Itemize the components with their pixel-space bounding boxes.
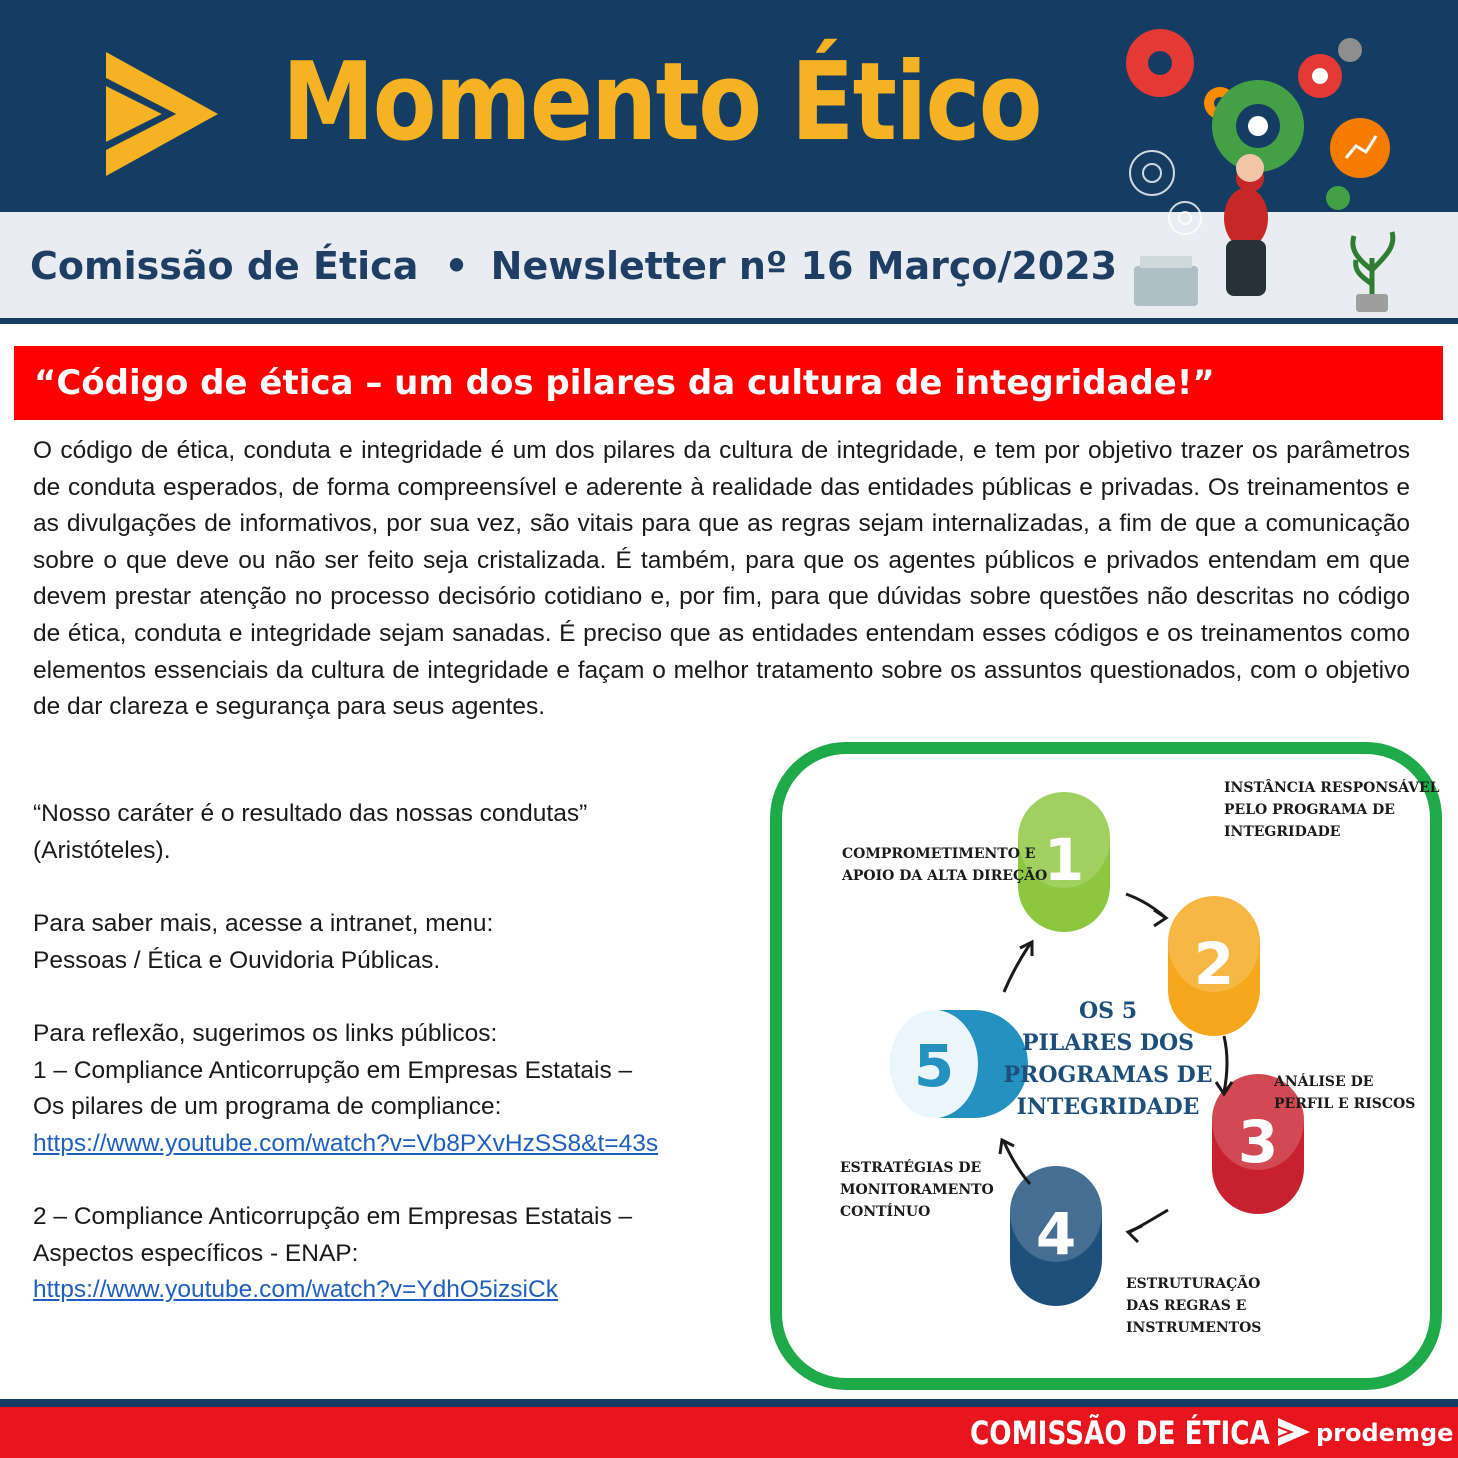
play-arrow-logo-icon bbox=[106, 52, 218, 176]
pillars-center-title: OS 5 bbox=[1078, 998, 1138, 1024]
quote-block bbox=[33, 796, 773, 869]
intranet-path: Pessoas / Ética e Ouvidoria Públicas. bbox=[33, 946, 441, 974]
article-body: O código de ética, conduta e integridade é um dos pilares da cultura de integridade, e tem por objetivo trazer os parâmetros de conduta esperados, de forma compreensível e aderente à realidade das entidades públicas e privadas. Os treinamentos e as divulgações de informativos, por sua vez, são vitais para que as regras sejam internalizadas, a fim de que a comunicação sobre o que deve ou não ser feito seja cristalizada. É também, para que os agentes públicos e privados entendam em que devem prestar atenção no processo decisório cotidiano e, por fim, para que dúvidas sobre questões não descritas no código de ética, conduta e integridade sejam sanadas. É preciso que as entidades entendam esses códigos e os treinamentos como elementos essenciais da cultura de integridade e façam o melhor tratamento sobre os assuntos questionados, com o objetivo de dar clareza e segurança para seus agentes. bbox=[33, 437, 1410, 721]
prodemge-logo-icon bbox=[1278, 1418, 1310, 1446]
link1-subtitle: Os pilares de um programa de compliance: bbox=[33, 1093, 502, 1121]
footer-divider bbox=[0, 1399, 1458, 1407]
headline-text: “Código de ética – um dos pilares da cultura de integridade!” bbox=[34, 363, 1215, 403]
more-info-block bbox=[33, 906, 773, 979]
pillar-label-4: INSTRUMENTOS bbox=[1126, 1320, 1262, 1336]
youtube-link-1[interactable]: https://www.youtube.com/watch?v=Vb8PXvHzSS8&t=43s bbox=[33, 1129, 659, 1157]
pillar-label-5: CONTÍNUO bbox=[840, 1204, 931, 1220]
pillars-center-title: PROGRAMAS DE bbox=[1003, 1062, 1213, 1088]
pillar-label-5: ESTRATÉGIAS DE bbox=[840, 1160, 982, 1176]
pillar-label-2: PELO PROGRAMA DE bbox=[1224, 802, 1395, 818]
issue-number: Newsletter nº 16 Março/2023 bbox=[490, 244, 1118, 288]
newsletter-title: Momento Ético bbox=[282, 40, 1041, 165]
link2-title: 2 – Compliance Anticorrupção em Empresas Estatais – bbox=[33, 1203, 633, 1230]
pillar-label-4: DAS REGRAS E bbox=[1126, 1298, 1247, 1314]
pillar-label-2: INTEGRIDADE bbox=[1224, 824, 1341, 840]
pillar-number-1: 1 bbox=[1043, 826, 1085, 894]
separator-dot: • bbox=[444, 244, 469, 288]
pillars-center-title: INTEGRIDADE bbox=[1016, 1094, 1200, 1120]
more-info-line: Para saber mais, acesse a intranet, menu: bbox=[33, 910, 494, 937]
pillar-label-3: ANÁLISE DE bbox=[1274, 1074, 1374, 1090]
pillars-diagram bbox=[768, 742, 1444, 1390]
pillar-label-1: APOIO DA ALTA DIREÇÃO bbox=[842, 868, 1048, 884]
issue-line bbox=[30, 238, 1117, 294]
pillar-label-1: COMPROMETIMENTO E bbox=[842, 846, 1036, 862]
youtube-link-2[interactable]: https://www.youtube.com/watch?v=YdhO5izsiCk bbox=[33, 1276, 558, 1304]
links-block-2 bbox=[33, 1199, 773, 1309]
pillar-number-3: 3 bbox=[1237, 1108, 1279, 1176]
pillar-number-5: 5 bbox=[913, 1032, 955, 1100]
footer-brand: prodemge bbox=[1316, 1419, 1454, 1447]
pillars-center-title: PILARES DOS bbox=[1021, 1030, 1195, 1056]
pillar-label-5: MONITORAMENTO bbox=[840, 1182, 994, 1198]
links-intro: Para reflexão, sugerimos os links públicos: bbox=[33, 1020, 498, 1047]
links-block bbox=[33, 1016, 773, 1162]
gears-illustration-icon bbox=[1110, 8, 1450, 320]
pillar-label-4: ESTRUTURAÇÃO bbox=[1126, 1276, 1261, 1292]
footer-title: COMISSÃO DE ÉTICA bbox=[970, 1414, 1270, 1452]
quote-text: “Nosso caráter é o resultado das nossas condutas” bbox=[33, 800, 588, 827]
link1-title: 1 – Compliance Anticorrupção em Empresas Estatais – bbox=[33, 1056, 633, 1084]
pillar-label-2: INSTÂNCIA RESPONSÁVEL bbox=[1224, 780, 1440, 796]
quote-author: (Aristóteles). bbox=[33, 836, 171, 864]
org-name: Comissão de Ética bbox=[30, 244, 419, 288]
plant-icon bbox=[1353, 232, 1393, 298]
link2-subtitle: Aspectos específicos - ENAP: bbox=[33, 1239, 359, 1267]
pillar-number-2: 2 bbox=[1193, 930, 1235, 998]
pillar-label-3: PERFIL E RISCOS bbox=[1274, 1096, 1416, 1112]
pillar-4 bbox=[1010, 1162, 1102, 1306]
pillar-2 bbox=[1168, 892, 1260, 1036]
pillar-number-4: 4 bbox=[1035, 1200, 1077, 1268]
